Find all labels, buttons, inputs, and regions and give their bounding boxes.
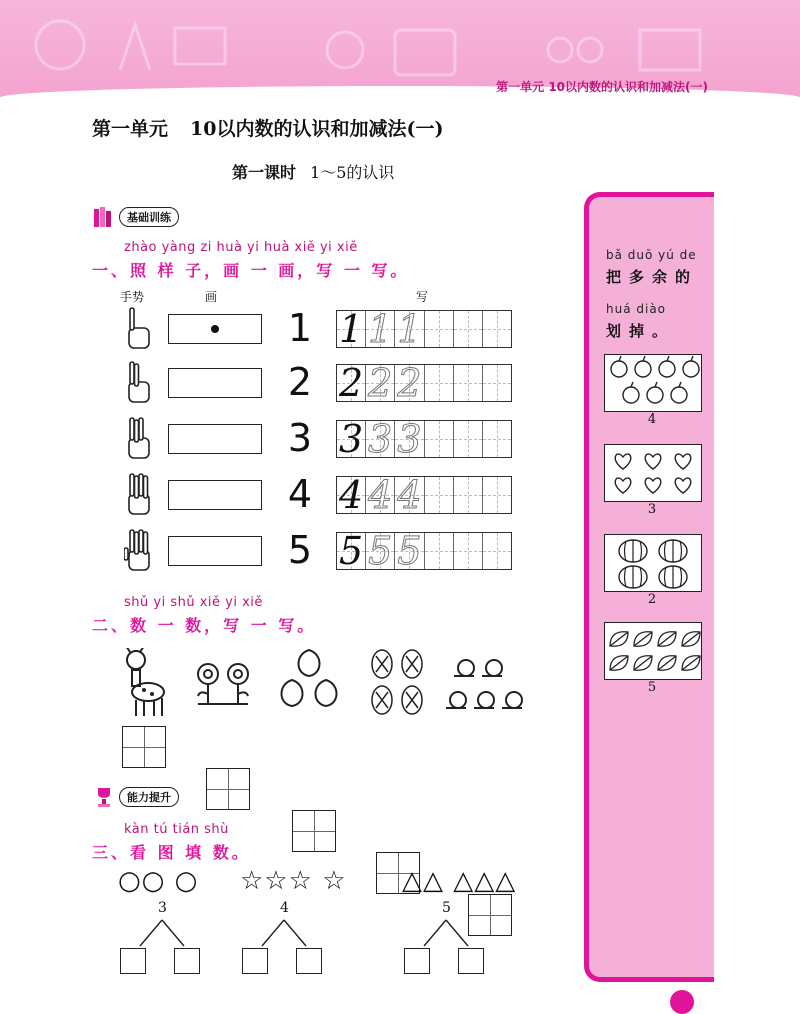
write-cell[interactable] bbox=[395, 307, 424, 351]
write-digit: 1 bbox=[368, 307, 393, 351]
unit-title-sub: 10以内数的认识和加减法(一) bbox=[190, 118, 444, 140]
header-caption: 第一单元 10以内数的认识和加减法(一) bbox=[496, 80, 708, 94]
sidebar-pinyin-1: bǎ duō yú de bbox=[606, 248, 697, 262]
q1-pinyin: zhào yàng zi huà yi huà xiě yi xiě bbox=[124, 240, 358, 255]
hand-gesture-5-icon bbox=[124, 526, 154, 572]
write-cell[interactable] bbox=[337, 307, 366, 351]
write-digit: 1 bbox=[397, 307, 422, 351]
q3-title: 三、看 图 填 数。 bbox=[92, 843, 251, 862]
draw-box-3[interactable] bbox=[168, 424, 262, 454]
total-number: 4 bbox=[280, 900, 289, 916]
write-cell[interactable] bbox=[337, 361, 366, 405]
write-digit: 3 bbox=[338, 417, 364, 461]
sidebar-box-pumpkin[interactable] bbox=[604, 534, 702, 592]
write-cell[interactable] bbox=[366, 417, 395, 461]
split-box-right[interactable] bbox=[296, 948, 322, 974]
big-number: 4 bbox=[287, 472, 313, 516]
draw-box-4[interactable] bbox=[168, 480, 262, 510]
draw-box-2[interactable] bbox=[168, 368, 262, 398]
peach-picture bbox=[276, 646, 342, 710]
write-row-2 bbox=[336, 361, 512, 405]
q1-title: 一、照 样 子，画 一 画，写 一 写。 bbox=[92, 261, 410, 280]
shape-group: ☆☆☆ ☆ bbox=[240, 866, 347, 896]
sidebar-box-number: 5 bbox=[647, 680, 657, 695]
sidebar-pinyin-2: huá diào bbox=[606, 302, 667, 316]
flower-picture bbox=[192, 660, 256, 706]
sidebar-text-1: 把多余的 bbox=[606, 268, 699, 286]
write-cell[interactable] bbox=[366, 529, 395, 573]
q2-title: 二、数 一 数，写 一 写。 bbox=[92, 616, 317, 635]
split-box-left[interactable] bbox=[242, 948, 268, 974]
write-cell[interactable] bbox=[425, 477, 454, 513]
books-icon bbox=[92, 205, 116, 229]
write-digit: 3 bbox=[397, 417, 422, 461]
write-cell[interactable] bbox=[425, 533, 454, 569]
total-number: 3 bbox=[158, 900, 167, 916]
write-row-1 bbox=[336, 307, 512, 351]
draw-box-5[interactable] bbox=[168, 536, 262, 566]
write-cell[interactable] bbox=[395, 529, 424, 573]
lesson-title-sub: 1～5的认识 bbox=[310, 163, 395, 182]
big-number: 1 bbox=[287, 306, 313, 350]
split-lines bbox=[416, 918, 476, 948]
section-badge-label: 能力提升 bbox=[119, 787, 179, 807]
write-digit: 5 bbox=[397, 529, 422, 573]
split-lines bbox=[132, 918, 192, 948]
write-digit: 4 bbox=[397, 473, 422, 517]
write-cell[interactable] bbox=[366, 307, 395, 351]
write-cell[interactable] bbox=[425, 421, 454, 457]
write-digit: 3 bbox=[368, 417, 393, 461]
write-row-3 bbox=[336, 417, 512, 461]
section-badge-label: 基础训练 bbox=[119, 207, 179, 227]
hand-gesture-1-icon bbox=[124, 304, 154, 350]
write-digit: 2 bbox=[397, 361, 422, 405]
write-cell[interactable] bbox=[483, 365, 511, 401]
write-cell[interactable] bbox=[483, 477, 511, 513]
pineapple-picture bbox=[368, 642, 428, 718]
deer-picture bbox=[118, 648, 168, 718]
write-cell[interactable] bbox=[337, 529, 366, 573]
write-cell[interactable] bbox=[366, 473, 395, 517]
write-cell[interactable] bbox=[483, 421, 511, 457]
write-cell[interactable] bbox=[425, 365, 454, 401]
page-corner-mark bbox=[670, 990, 694, 1014]
split-box-left[interactable] bbox=[120, 948, 146, 974]
write-digit: 2 bbox=[338, 361, 364, 405]
sidebar-text-2: 划掉。 bbox=[606, 322, 676, 340]
col-draw: 画 bbox=[205, 290, 218, 304]
example-dot bbox=[211, 325, 219, 333]
shape-group: ○○ ○ bbox=[118, 866, 199, 896]
sidebar-box-number: 4 bbox=[647, 412, 657, 427]
write-digit: 5 bbox=[368, 529, 393, 573]
count-answer-box-deer[interactable] bbox=[122, 726, 166, 768]
section-badge-advance bbox=[92, 786, 179, 808]
split-box-right[interactable] bbox=[458, 948, 484, 974]
sidebar-box-apple[interactable] bbox=[604, 354, 702, 412]
write-digit: 4 bbox=[338, 473, 364, 517]
lesson-title bbox=[232, 160, 394, 183]
unit-title bbox=[92, 114, 443, 141]
q3-pinyin: kàn tú tián shù bbox=[124, 822, 229, 837]
sidebar-box-heart[interactable] bbox=[604, 444, 702, 502]
hand-gesture-3-icon bbox=[124, 414, 154, 460]
count-answer-box-peach[interactable] bbox=[292, 810, 336, 852]
total-number: 5 bbox=[442, 900, 451, 916]
write-cell[interactable] bbox=[483, 311, 511, 347]
big-number: 3 bbox=[287, 416, 313, 460]
col-gesture: 手势 bbox=[120, 290, 145, 304]
sidebar-box-leaf[interactable] bbox=[604, 622, 702, 680]
shape-group: △△ △△△ bbox=[402, 866, 517, 896]
write-cell[interactable] bbox=[395, 361, 424, 405]
write-cell[interactable] bbox=[454, 533, 483, 569]
write-cell[interactable] bbox=[366, 361, 395, 405]
count-answer-box-flower[interactable] bbox=[206, 768, 250, 810]
lesson-title-main: 第一课时 bbox=[232, 163, 297, 182]
split-lines bbox=[254, 918, 314, 948]
big-number: 2 bbox=[287, 360, 313, 404]
write-cell[interactable] bbox=[454, 365, 483, 401]
write-cell[interactable] bbox=[425, 311, 454, 347]
write-cell[interactable] bbox=[337, 473, 366, 517]
hand-gesture-4-icon bbox=[124, 470, 154, 516]
section-badge-basic bbox=[92, 206, 179, 228]
sidebar-box-number: 2 bbox=[647, 592, 657, 607]
write-digit: 5 bbox=[338, 529, 364, 573]
write-digit: 4 bbox=[368, 473, 393, 517]
write-cell[interactable] bbox=[454, 311, 483, 347]
write-row-5 bbox=[336, 529, 512, 573]
split-box-right[interactable] bbox=[174, 948, 200, 974]
sidebar-box-number: 3 bbox=[647, 502, 657, 517]
write-cell[interactable] bbox=[454, 477, 483, 513]
write-cell[interactable] bbox=[454, 421, 483, 457]
q2-pinyin: shǔ yi shǔ xiě yi xiě bbox=[124, 595, 263, 610]
write-digit: 2 bbox=[368, 361, 393, 405]
col-write: 写 bbox=[416, 290, 429, 304]
write-cell[interactable] bbox=[395, 417, 424, 461]
write-digit: 1 bbox=[338, 307, 364, 351]
trophy-icon bbox=[92, 785, 116, 809]
write-cell[interactable] bbox=[395, 473, 424, 517]
unit-title-main: 第一单元 bbox=[92, 118, 169, 140]
hand-gesture-2-icon bbox=[124, 358, 154, 404]
split-box-left[interactable] bbox=[404, 948, 430, 974]
write-row-4 bbox=[336, 473, 512, 517]
write-cell[interactable] bbox=[337, 417, 366, 461]
snail-picture bbox=[444, 654, 536, 716]
write-cell[interactable] bbox=[483, 533, 511, 569]
big-number: 5 bbox=[287, 528, 313, 572]
draw-box-1[interactable] bbox=[168, 314, 262, 344]
